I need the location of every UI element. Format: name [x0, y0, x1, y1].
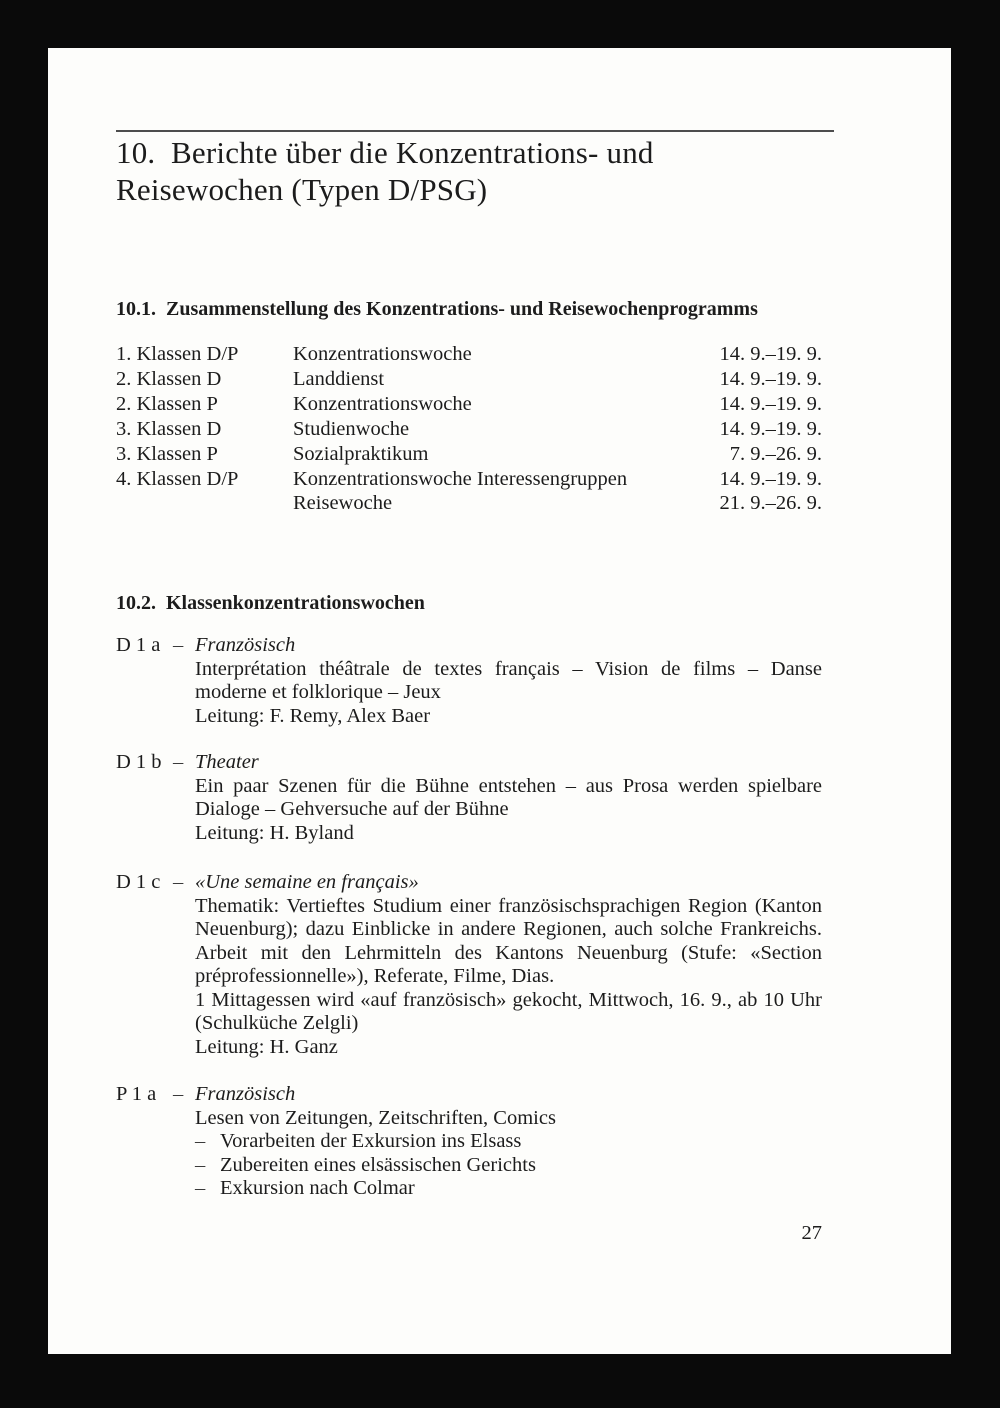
entry-dash: –	[173, 634, 184, 656]
cell-activity: Sozialpraktikum	[293, 442, 429, 465]
bullet-dash: –	[195, 1130, 206, 1152]
entry-body	[195, 1083, 822, 1201]
entry-paragraph: Leitung: H. Ganz	[195, 1035, 338, 1058]
cell-activity: Landdienst	[293, 367, 385, 390]
cell-class: 3. Klassen P	[116, 442, 218, 465]
cell-dates: 7. 9.–26. 9.	[729, 442, 822, 465]
list-item	[195, 1130, 822, 1154]
table-row	[116, 367, 822, 392]
page-title-line2: Reisewochen (Typen D/PSG)	[116, 172, 488, 207]
bullet-text: Vorarbeiten der Exkursion ins Elsass	[220, 1130, 522, 1152]
program-table	[116, 342, 822, 516]
entry-dash: –	[173, 871, 184, 893]
page-title-line1: 10. Berichte über die Konzentrations- und	[116, 135, 654, 170]
program-entry-p1a	[116, 1083, 822, 1201]
program-entry-d1a	[116, 634, 822, 728]
cell-class: 1. Klassen D/P	[116, 343, 239, 365]
table-row	[116, 342, 822, 367]
section-heading-10-2: 10.2. Klassenkonzentrationswochen	[116, 592, 425, 614]
entry-paragraph: 1 Mittagessen wird «auf französisch» gekocht, Mittwoch, 16. 9., ab 10 Uhr (Schulküche Zelgli)	[195, 988, 822, 1034]
entry-paragraph: Interprétation théâtrale de textes français – Vision de films – Danse moderne et folklorique – Jeux	[195, 657, 822, 703]
cell-dates: 14. 9.–19. 9.	[719, 417, 822, 440]
entry-paragraph: Lesen von Zeitungen, Zeitschriften, Comics	[195, 1106, 556, 1129]
cell-class: 4. Klassen D/P	[116, 467, 239, 490]
entry-paragraph: Thematik: Vertieftes Studium einer französischsprachigen Region (Kanton Neuenburg); dazu Einblicke in andere Regionen, auch solche Frankreichs. Arbeit mit den Lehrmitteln des Kantons Neuenburg (Stufe: «Section préprofessionnelle»), Referate, Filme, Dias.	[195, 894, 822, 987]
program-entry-d1b	[116, 751, 822, 845]
cell-class	[116, 491, 293, 516]
cell-activity: Konzentrationswoche Interessengruppen	[293, 467, 628, 490]
entry-code: P 1 a	[116, 1083, 157, 1105]
program-entry-d1c	[116, 871, 822, 1059]
cell-activity: Reisewoche	[293, 492, 393, 515]
entry-subject: Theater	[195, 751, 259, 773]
cell-class: 2. Klassen P	[116, 392, 218, 415]
entry-dash: –	[173, 751, 184, 773]
entry-paragraph: Leitung: F. Remy, Alex Baer	[195, 704, 431, 727]
entry-paragraph: Leitung: H. Byland	[195, 821, 354, 844]
bullet-dash: –	[195, 1153, 206, 1176]
bullet-text: Exkursion nach Colmar	[220, 1177, 415, 1199]
cell-activity: Konzentrationswoche	[293, 392, 472, 415]
cell-activity: Konzentrationswoche	[293, 343, 472, 365]
table-row	[116, 491, 822, 516]
bullet-text: Zubereiten eines elsässischen Gerichts	[220, 1153, 536, 1176]
list-item	[195, 1154, 822, 1178]
cell-dates: 14. 9.–19. 9.	[719, 467, 822, 490]
scanned-page	[48, 48, 951, 1354]
entry-code: D 1 a	[116, 634, 161, 656]
entry-subject: «Une semaine en français»	[195, 871, 419, 893]
cell-dates: 21. 9.–26. 9.	[719, 492, 822, 515]
cell-dates: 14. 9.–19. 9.	[719, 343, 822, 365]
cell-dates: 14. 9.–19. 9.	[719, 392, 822, 415]
entry-subject: Französisch	[195, 1083, 296, 1105]
entry-body	[195, 871, 822, 1059]
table-row	[116, 442, 822, 467]
list-item	[195, 1177, 822, 1201]
bullet-dash: –	[195, 1177, 206, 1199]
cell-class: 3. Klassen D	[116, 417, 222, 440]
table-row	[116, 392, 822, 417]
cell-activity: Studienwoche	[293, 417, 410, 440]
page-title	[116, 134, 654, 208]
section-heading-10-1: 10.1. Zusammenstellung des Konzentrations- und Reisewochenprogramms	[116, 298, 758, 320]
entry-code: D 1 c	[116, 871, 161, 893]
cell-class: 2. Klassen D	[116, 367, 222, 390]
entry-subject: Französisch	[195, 634, 296, 656]
cell-dates: 14. 9.–19. 9.	[719, 367, 822, 390]
top-divider-rule	[116, 130, 834, 132]
table-row	[116, 467, 822, 492]
page-number: 27	[801, 1222, 822, 1244]
table-row	[116, 417, 822, 442]
entry-body	[195, 751, 822, 845]
entry-paragraph: Ein paar Szenen für die Bühne entstehen – aus Prosa werden spielbare Dialoge – Gehversuche auf der Bühne	[195, 774, 822, 820]
entry-dash: –	[173, 1083, 184, 1105]
entry-code: D 1 b	[116, 751, 162, 773]
entry-body	[195, 634, 822, 728]
